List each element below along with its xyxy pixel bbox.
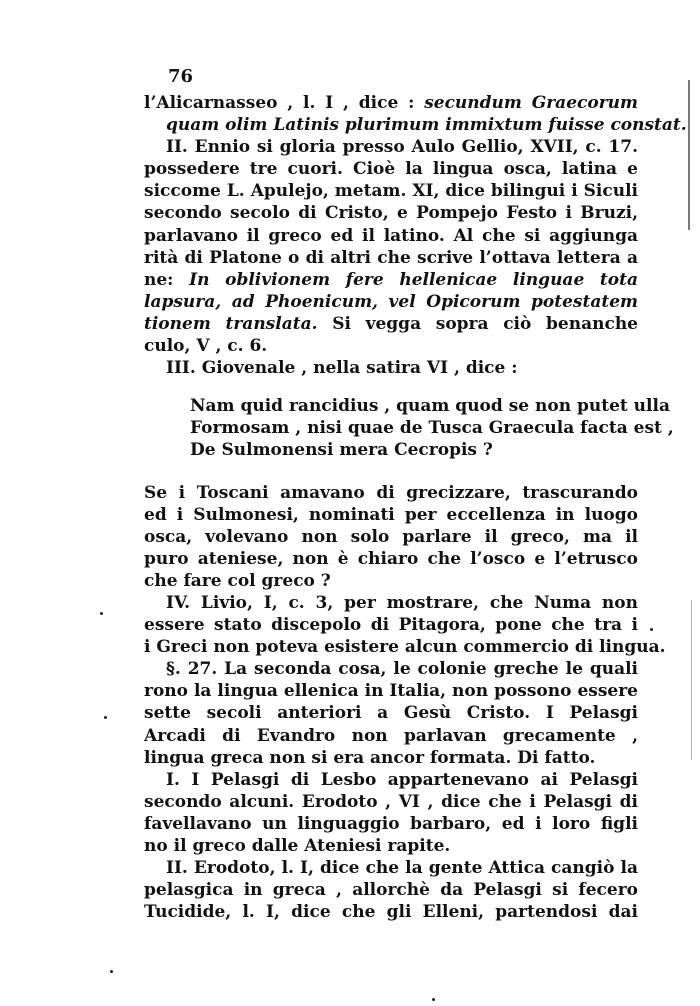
text-line: [144, 901, 638, 923]
text-segment: Tucidide, l. I, dice che gli Elleni, partendosi dai: [144, 902, 638, 923]
text-segment: sette secoli anteriori a Gesù Cristo. I Pelasgi: [144, 703, 638, 724]
text-line: [144, 791, 638, 813]
text-segment: pelasgica in greca , allorchè da Pelasgi si fecero: [144, 880, 638, 901]
text-segment: che fare col greco ?: [144, 570, 331, 591]
text-segment: culo, V , c. 6.: [144, 336, 268, 357]
text-segment: III. Giovenale , nella satira VI , dice :: [166, 358, 518, 379]
text-line: [144, 313, 638, 335]
text-segment: IV. Livio, I, c. 3, per mostrare, che Numa non: [166, 592, 638, 613]
text-line: [144, 136, 638, 158]
text-line: [144, 114, 687, 136]
text-line: [144, 636, 666, 658]
text-segment: ne:: [144, 269, 190, 290]
text-line: [144, 658, 638, 680]
text-segment: rità di Platone o di altri che scrive l’ottava lettera a: [144, 247, 638, 268]
text-line: [144, 180, 638, 202]
text-segment: osca, volevano non solo parlare il greco, ma il: [144, 526, 638, 547]
paragraph-block: [144, 92, 687, 379]
italic-quote: secundum Graecorum: [424, 93, 638, 113]
text-segment: essere stato discepolo di Pitagora, pone che tra i: [144, 615, 638, 636]
text-line: [144, 247, 638, 269]
text-segment: II. Erodoto, l. I, dice che la gente Attica cangiò la: [166, 858, 638, 879]
verse-line: Formosam , nisi quae de Tusca Graecula facta est ,: [190, 418, 674, 439]
text-segment: lingua greca non si era ancor formata. Di fatto.: [144, 747, 596, 768]
speck: [100, 612, 103, 615]
body-text: [144, 92, 687, 923]
text-segment: Arcadi di Evandro non parlavan grecamente ,: [144, 725, 638, 746]
text-segment: i Greci non poteva esistere alcun commercio di lingua.: [144, 637, 666, 658]
page-edge-line: [691, 600, 692, 760]
text-line: [144, 548, 638, 570]
text-line: [144, 357, 638, 379]
text-line: [144, 702, 638, 724]
text-segment: Se i Toscani amavano di grecizzare, trascurando: [144, 482, 638, 503]
text-segment: secondo alcuni. Erodoto , VI , dice che i Pelasgi di: [144, 791, 638, 812]
text-segment: possedere tre cuori. Cioè la lingua osca, latina e: [144, 159, 638, 180]
text-line: [144, 158, 638, 180]
text-segment: puro ateniese, non è chiaro che l’osco e l’etrusco: [144, 548, 638, 569]
text-line: [144, 857, 638, 879]
text-line: [144, 291, 638, 313]
text-segment: secondo secolo di Cristo, e Pompejo Festo i Bruzi,: [144, 203, 638, 224]
text-line: [144, 813, 638, 835]
text-segment: no il greco dalle Ateniesi rapite.: [144, 836, 451, 856]
text-segment: l’Alicarnasseo , l. I , dice :: [144, 93, 425, 113]
text-segment: favellavano un linguaggio barbaro, ed i loro figli: [144, 813, 638, 834]
speck: [432, 998, 435, 1001]
verse-line: De Sulmonensi mera Cecropis ?: [190, 440, 493, 461]
page-edge-line: [688, 80, 690, 230]
text-line: [144, 504, 638, 526]
text-line: [144, 92, 638, 114]
text-line: [144, 680, 638, 702]
text-segment: Si vegga sopra ciò benanche: [332, 313, 638, 334]
text-line: [144, 269, 638, 291]
text-line: [144, 570, 638, 592]
text-line: [144, 835, 638, 857]
text-line: [144, 482, 638, 504]
text-line: [144, 747, 638, 769]
text-line: [144, 879, 638, 901]
text-line: [144, 725, 638, 747]
text-segment: I. I Pelasgi di Lesbo appartenevano ai Pelasgi: [166, 769, 638, 790]
text-line: [144, 769, 638, 791]
italic-quote: tionem translata.: [144, 313, 318, 334]
page-number: 76: [168, 66, 194, 87]
text-line: [144, 225, 638, 247]
text-line: [144, 526, 638, 548]
speck: [110, 970, 113, 973]
text-segment: §. 27. La seconda cosa, le colonie greche le quali: [166, 659, 638, 680]
speck: [104, 716, 107, 719]
text-line: [144, 614, 638, 636]
italic-quote: In oblivionem fere hellenicae linguae tota: [189, 269, 638, 290]
text-segment: II. Ennio si gloria presso Aulo Gellio, XVII, c. 17.: [166, 137, 638, 158]
paragraph-block: [144, 482, 666, 924]
text-line: [144, 202, 638, 224]
italic-quote: quam olim Latinis plurimum immixtum fuisse constat.: [166, 115, 687, 136]
text-segment: parlavano il greco ed il latino. Al che si aggiunga: [144, 225, 638, 246]
text-segment: siccome L. Apulejo, metam. XI, dice bilingui i Siculi: [144, 181, 638, 202]
verse-line: Nam quid rancidius , quam quod se non putet ulla: [190, 396, 670, 417]
verse-quotation: [144, 395, 674, 461]
italic-quote: lapsura, ad Phoenicum, vel Opicorum potestatem: [144, 291, 638, 312]
text-segment: rono la lingua ellenica in Italia, non possono essere: [144, 681, 638, 702]
text-line: [144, 592, 638, 614]
text-line: [144, 335, 638, 357]
speck: [650, 628, 653, 631]
text-segment: ed i Sulmonesi, nominati per eccellenza in luogo: [144, 504, 638, 525]
